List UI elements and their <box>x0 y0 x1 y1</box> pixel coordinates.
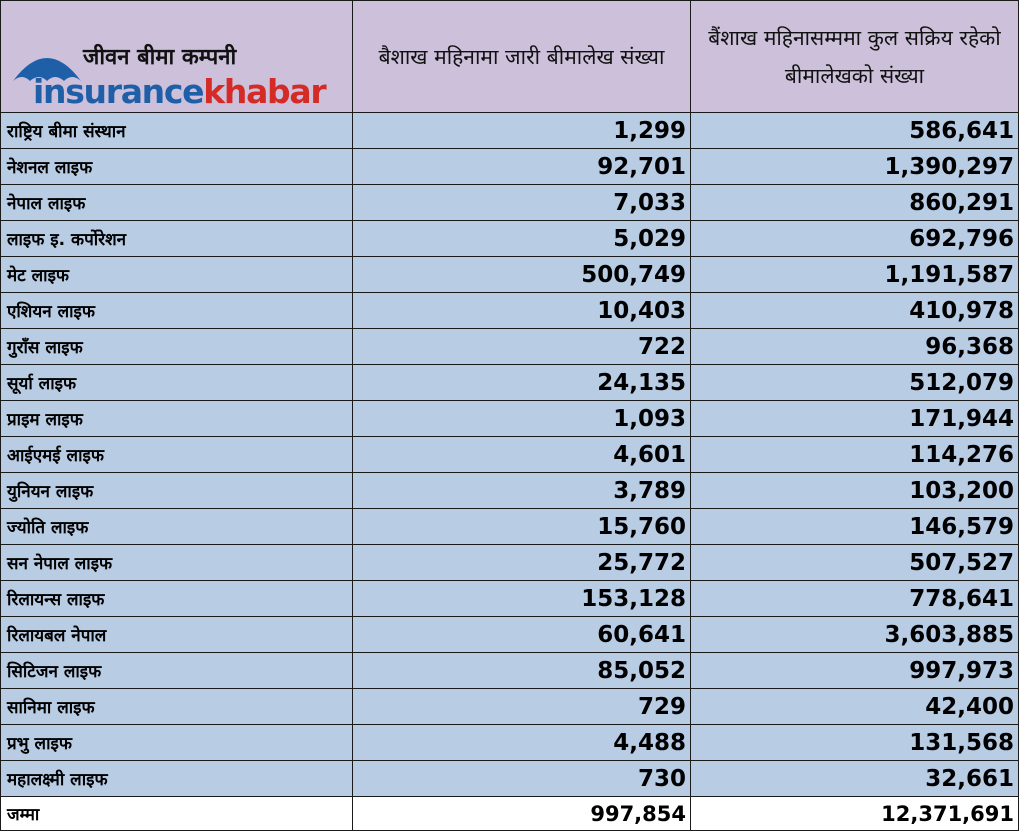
table-row <box>1 401 1019 437</box>
active-policies-cell: 997,973 <box>691 653 1019 689</box>
company-name-cell: युनियन लाइफ <box>1 473 353 509</box>
active-policies-cell: 114,276 <box>691 437 1019 473</box>
company-name-cell: मेट लाइफ <box>1 257 353 293</box>
active-policies-cell: 860,291 <box>691 185 1019 221</box>
active-policies-cell: 410,978 <box>691 293 1019 329</box>
active-policies-cell: 42,400 <box>691 689 1019 725</box>
company-name-cell: नेशनल लाइफ <box>1 149 353 185</box>
active-policies-cell: 1,191,587 <box>691 257 1019 293</box>
total-issued-cell: 997,854 <box>353 797 691 831</box>
table-row <box>1 509 1019 545</box>
table-body <box>1 113 1019 831</box>
issued-policies-cell: 92,701 <box>353 149 691 185</box>
company-name-cell: सन नेपाल लाइफ <box>1 545 353 581</box>
issued-policies-cell: 730 <box>353 761 691 797</box>
active-policies-cell: 32,661 <box>691 761 1019 797</box>
table-row <box>1 617 1019 653</box>
table-row <box>1 725 1019 761</box>
table-row <box>1 653 1019 689</box>
issued-policies-cell: 153,128 <box>353 581 691 617</box>
company-name-cell: रिलायन्स लाइफ <box>1 581 353 617</box>
issued-policies-cell: 25,772 <box>353 545 691 581</box>
company-name-cell: प्रभु लाइफ <box>1 725 353 761</box>
table-row <box>1 473 1019 509</box>
active-policies-cell: 103,200 <box>691 473 1019 509</box>
active-policies-cell: 146,579 <box>691 509 1019 545</box>
table-row <box>1 437 1019 473</box>
active-policies-cell: 131,568 <box>691 725 1019 761</box>
total-row <box>1 797 1019 831</box>
issued-column-header: बैशाख महिनामा जारी बीमालेख संख्या <box>353 1 691 113</box>
issued-policies-cell: 4,488 <box>353 725 691 761</box>
active-policies-cell: 692,796 <box>691 221 1019 257</box>
table-row <box>1 257 1019 293</box>
table-row <box>1 689 1019 725</box>
insurancekhabar-logo <box>9 7 352 111</box>
company-name-cell: गुराँस लाइफ <box>1 329 353 365</box>
company-name-cell: राष्ट्रिय बीमा संस्थान <box>1 113 353 149</box>
active-policies-cell: 507,527 <box>691 545 1019 581</box>
issued-policies-cell: 3,789 <box>353 473 691 509</box>
issued-policies-cell: 4,601 <box>353 437 691 473</box>
company-name-cell: लाइफ इ. कर्पोरेशन <box>1 221 353 257</box>
issued-policies-cell: 85,052 <box>353 653 691 689</box>
active-policies-cell: 1,390,297 <box>691 149 1019 185</box>
total-active-cell: 12,371,691 <box>691 797 1019 831</box>
issued-policies-cell: 722 <box>353 329 691 365</box>
issued-policies-cell: 1,093 <box>353 401 691 437</box>
active-policies-cell: 778,641 <box>691 581 1019 617</box>
table-row <box>1 221 1019 257</box>
active-policies-cell: 3,603,885 <box>691 617 1019 653</box>
active-policies-cell: 96,368 <box>691 329 1019 365</box>
company-name-cell: नेपाल लाइफ <box>1 185 353 221</box>
table-row <box>1 581 1019 617</box>
issued-policies-cell: 60,641 <box>353 617 691 653</box>
company-name-cell: ज्योति लाइफ <box>1 509 353 545</box>
company-name-cell: सूर्या लाइफ <box>1 365 353 401</box>
company-name-cell: सिटिजन लाइफ <box>1 653 353 689</box>
table-header-row <box>1 1 1019 113</box>
issued-policies-cell: 7,033 <box>353 185 691 221</box>
company-column-header <box>1 1 353 113</box>
logo-word-insurance: insurance <box>33 71 204 111</box>
table-row <box>1 293 1019 329</box>
active-column-header: बैंशाख महिनासम्ममा कुल सक्रिय रहेको बीमालेखको संख्या <box>691 1 1019 113</box>
company-name-cell: आईएमई लाइफ <box>1 437 353 473</box>
company-name-cell: एशियन लाइफ <box>1 293 353 329</box>
issued-policies-cell: 15,760 <box>353 509 691 545</box>
logo-wordmark <box>33 73 325 111</box>
active-policies-cell: 512,079 <box>691 365 1019 401</box>
table-row <box>1 329 1019 365</box>
logo-word-khabar: khabar <box>203 71 326 111</box>
table-row <box>1 185 1019 221</box>
issued-policies-cell: 500,749 <box>353 257 691 293</box>
issued-policies-cell: 729 <box>353 689 691 725</box>
company-name-cell: प्राइम लाइफ <box>1 401 353 437</box>
company-name-cell: महालक्ष्मी लाइफ <box>1 761 353 797</box>
active-policies-cell: 171,944 <box>691 401 1019 437</box>
company-name-cell: रिलायबल नेपाल <box>1 617 353 653</box>
issued-policies-cell: 5,029 <box>353 221 691 257</box>
issued-policies-cell: 1,299 <box>353 113 691 149</box>
company-column-title: जीवन बीमा कम्पनी <box>83 44 237 70</box>
issued-policies-cell: 24,135 <box>353 365 691 401</box>
table-row <box>1 149 1019 185</box>
company-name-cell: सानिमा लाइफ <box>1 689 353 725</box>
table-row <box>1 365 1019 401</box>
table-row <box>1 545 1019 581</box>
total-label-cell: जम्मा <box>1 797 353 831</box>
table-row <box>1 761 1019 797</box>
active-policies-cell: 586,641 <box>691 113 1019 149</box>
table-row <box>1 113 1019 149</box>
issued-policies-cell: 10,403 <box>353 293 691 329</box>
